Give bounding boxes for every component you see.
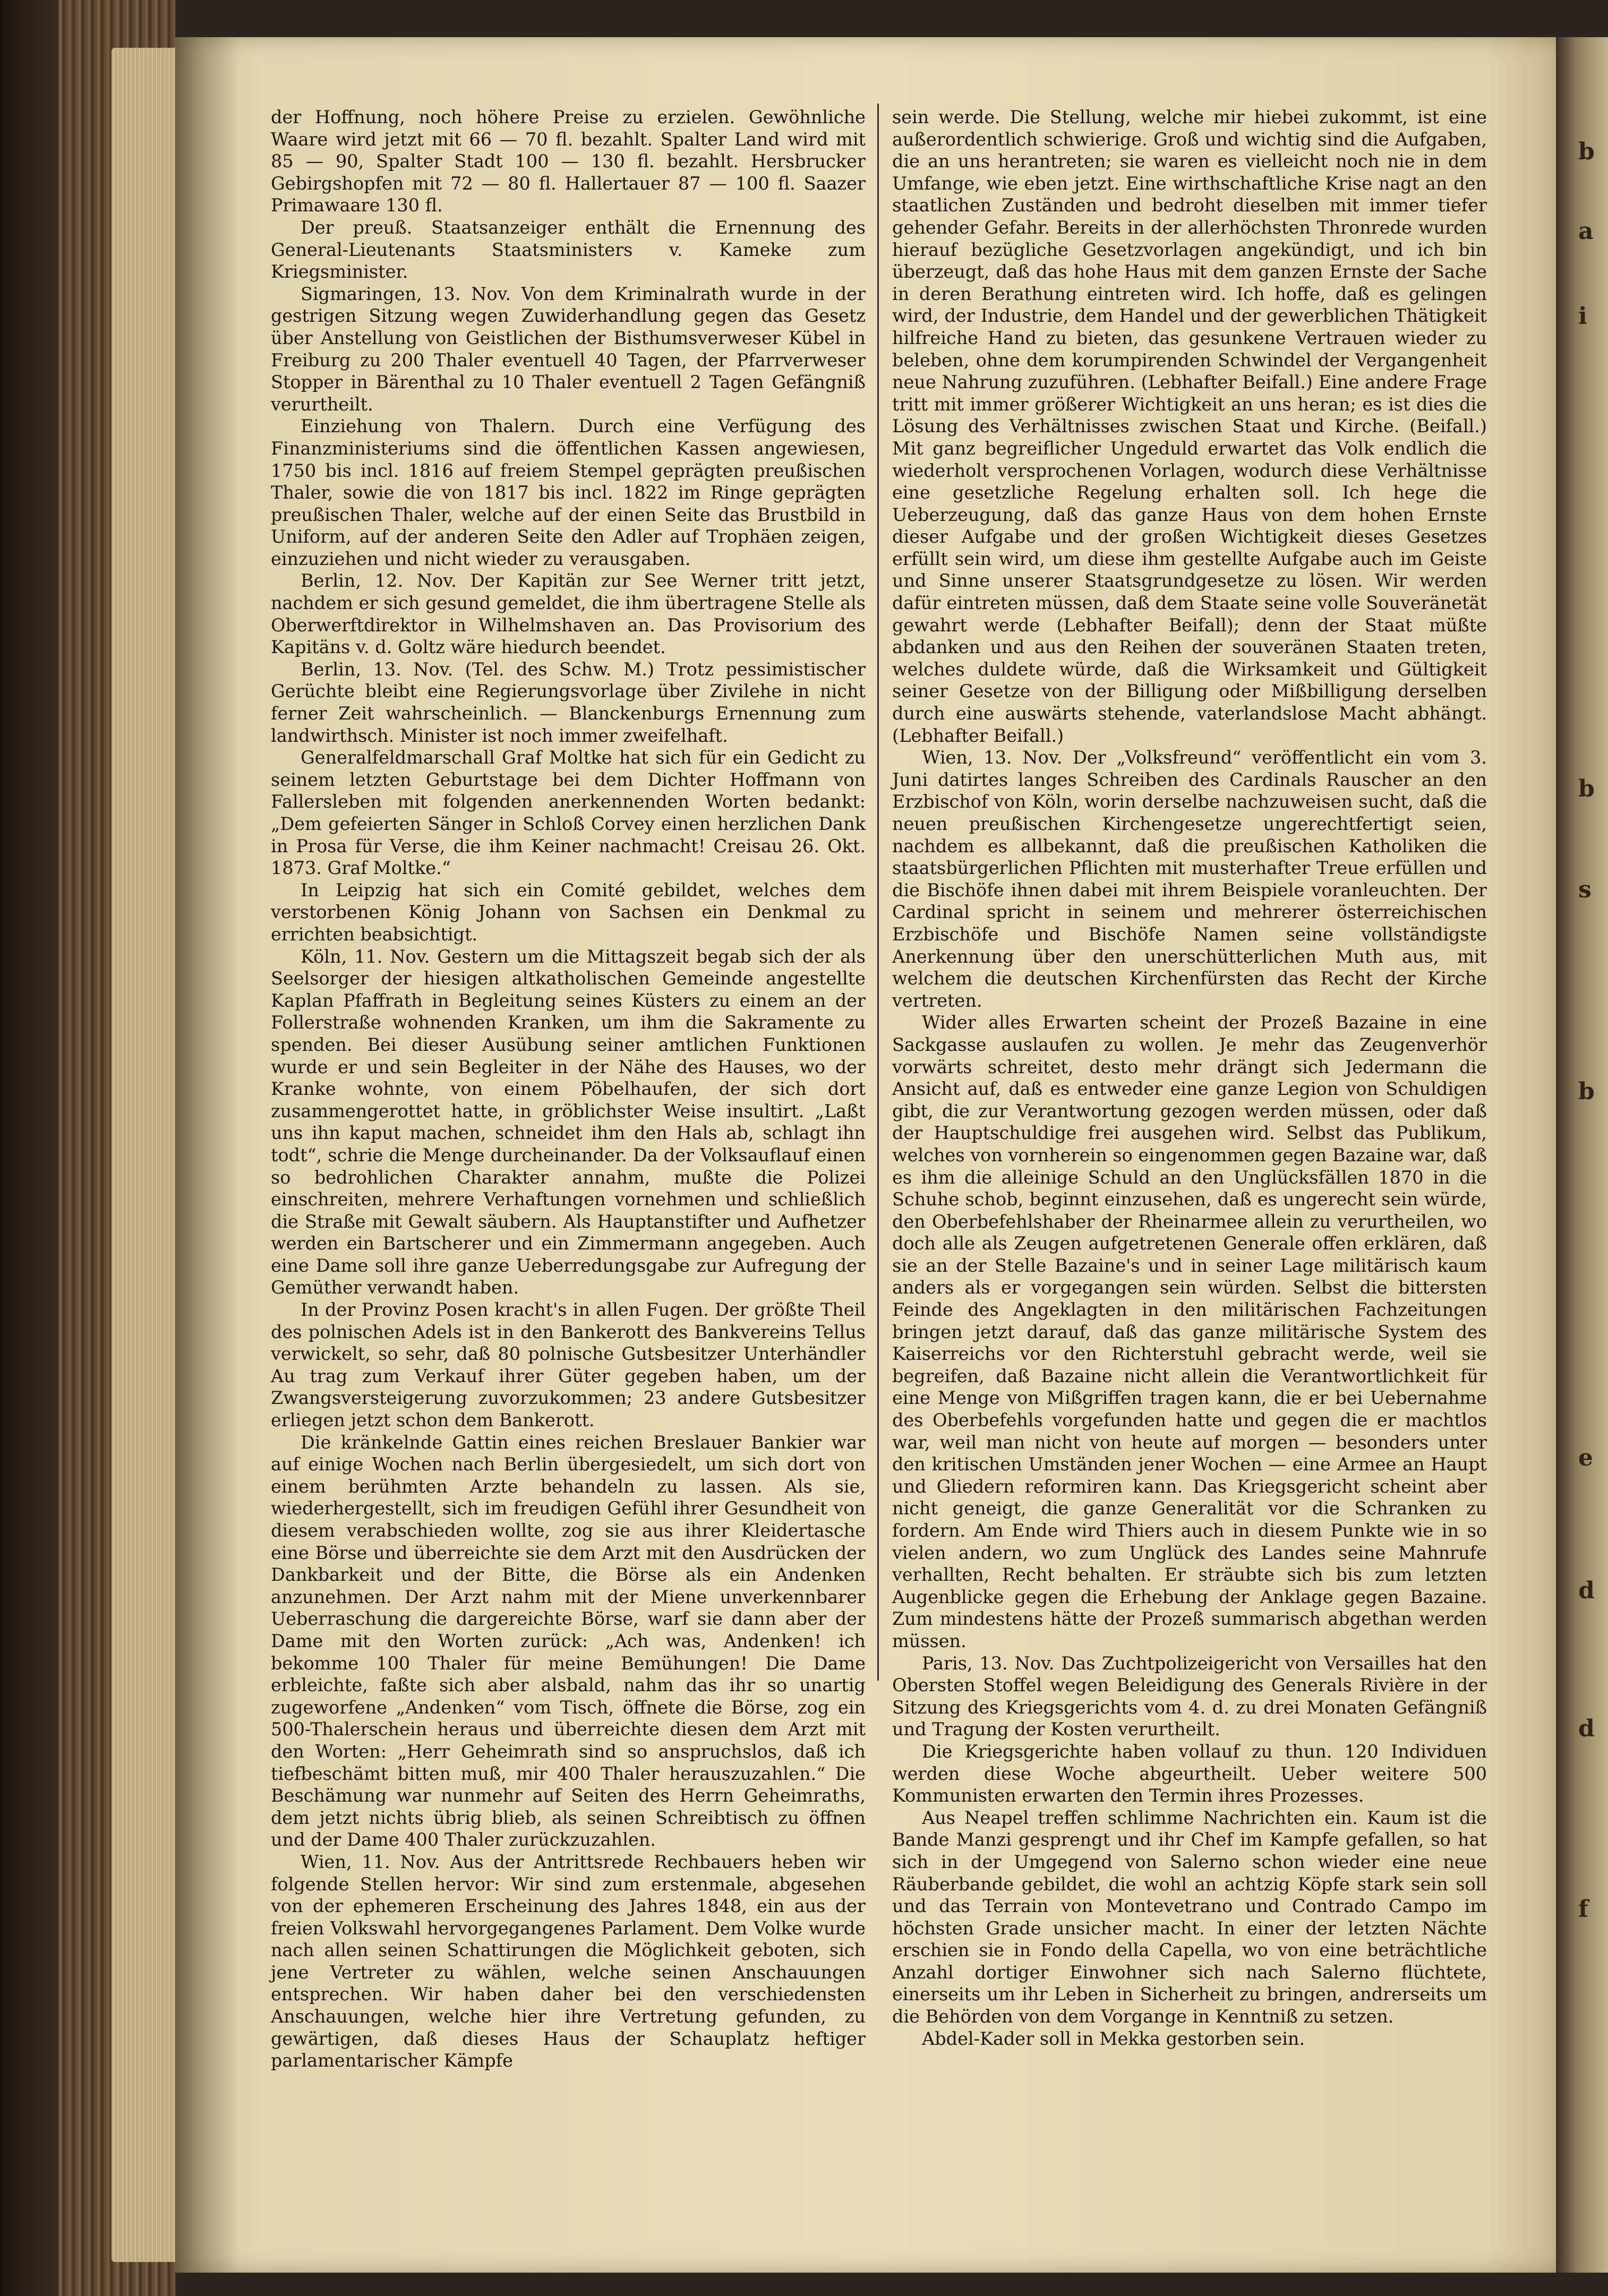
article-paragraph: Wider alles Erwarten scheint der Prozeß Bazaine in eine Sackgasse auslaufen zu wollen. Je mehr das Zeugenverhör vorwärts schreitet, desto mehr drängt sich Jedermann die Ansicht auf, daß es entweder eine ganze Legion von Schuldigen gibt, die zur Verantwortung gezogen werden müssen, oder daß der Hauptschuldige frei ausgehen wird. Selbst das Publikum, welches von vornherein so eingenommen gegen Bazaine war, daß es ihm die alleinige Schuld an den Unglücksfällen 1870 in die Schuhe schob, beginnt einzusehen, daß es ungerecht sein würde, den Oberbefehlshaber der Rheinarmee allein zu verurtheilen, wo doch alle als Zeugen aufgetretenen Generale offen erklären, daß sie an der Stelle Bazaine's und in seiner Lage militärisch kaum anders als er vorgegangen sein würden. Selbst die bittersten Feinde des Angeklagten in den militärischen Fachzeitungen bringen jetzt darauf, daß das ganze militärische System des Kaiserreichs vor den Richterstuhl gebracht werde, weil sie begreifen, daß Bazaine nicht allein die Verantwortlichkeit für eine Menge von Mißgriffen tragen kann, die er bei Uebernahme des Oberbefehls vorgefunden hatte und gegen die er machtlos war, weil man nicht von heute auf morgen — besonders unter den kritischen Umständen jener Wochen — eine Armee an Haupt und Gliedern reformiren kann. Das Kriegsgericht scheint aber nicht geneigt, die ganze Generalität vor die Schranken zu fordern. Am Ende wird Thiers auch in diesem Punkte wie in so vielen andern, wo zum Unglück des Landes seine Mahnrufe verhallten, Recht behalten. Er sträubte sich bis zum letzten Augenblicke gegen die Erhebung der Anklage gegen Bazaine. Zum mindestens hätte der Prozeß summarisch abgethan werden müssen. [892,1012,1487,1651]
article-paragraph: Wien, 11. Nov. Aus der Antrittsrede Rechbauers heben wir folgende Stellen hervor: Wir sind zum erstenmale, abgesehen von der ephemeren Erscheinung des Jahres 1848, ein aus der freien Volkswahl hervorgegangenes Parlament. Dem Volke wurde nach allen seinen Schattirungen die Möglichkeit geboten, sich jene Vertreter zu wählen, welche seinen Anschauungen entsprechen. Wir haben daher bei den verschiedensten Anschauungen, welche hier ihre Vertretung gefunden, zu gewärtigen, daß dieses Haus der Schauplatz heftiger parlamentarischer Kämpfe [271,1851,866,2071]
article-paragraph: der Hoffnung, noch höhere Preise zu erzielen. Gewöhnliche Waare wird jetzt mit 66 — 70 fl. bezahlt. Spalter Land wird mit 85 — 90, Spalter Stadt 100 — 130 fl. bezahlt. Hersbrucker Gebirgshopfen mit 72 — 80 fl. Hallertauer 87 — 100 fl. Saazer Primawaare 130 fl. [271,107,866,216]
next-page-fragment: d [1578,1715,1595,1742]
article-paragraph: Köln, 11. Nov. Gestern um die Mittagszeit begab sich der als Seelsorger der hiesigen altkatholischen Gemeinde angestellte Kaplan Pfaffrath in Begleitung seines Küsters zu einem an der Follerstraße wohnenden Kranken, um ihm die Sakramente zu spenden. Bei dieser Ausübung seiner amtlichen Funktionen wurde er und sein Begleiter in der Nähe des Hauses, wo der Kranke wohnte, von einem Pöbelhaufen, der sich dort zusammengerottet hatte, in gröblichster Weise insultirt. „Laßt uns ihn kaput machen, schneidet ihm den Hals ab, schlagt ihn todt“, schrie die Menge durcheinander. Da der Volksauflauf einen so bedrohlichen Charakter annahm, mußte die Polizei einschreiten, mehrere Verhaftungen vornehmen und schließlich die Straße mit Gewalt säubern. Als Hauptanstifter und Aufhetzer werden ein Bartscherer und ein Zimmermann angegeben. Auch eine Dame soll ihre ganze Ueberredungsgabe zur Aufregung der Gemüther verwandt haben. [271,946,866,1298]
next-page-fragment: d [1578,1577,1595,1604]
next-page-fragment: e [1578,1444,1593,1471]
article-paragraph: Paris, 13. Nov. Das Zuchtpolizeigericht von Versailles hat den Obersten Stoffel wegen Beleidigung des Generals Rivière in der Sitzung des Kriegsgerichts vom 4. d. zu drei Monaten Gefängniß und Tragung der Kosten verurtheilt. [892,1652,1487,1740]
article-paragraph: In der Provinz Posen kracht's in allen Fugen. Der größte Theil des polnischen Adels ist in den Bankerott des Bankvereins Tellus verwickelt, so sehr, daß 80 polnische Gutsbesitzer Unterhändler Au trag zum Verkauf ihrer Güter gegeben haben, um der Zwangsversteigerung zuvorzukommen; 23 andere Gutsbesitzer erliegen jetzt schon dem Bankerott. [271,1299,866,1431]
book-shadow [0,0,58,2296]
article-paragraph: Die Kriegsgerichte haben vollauf zu thun. 120 Individuen werden diese Woche abgeurtheilt. Ueber weitere 500 Kommunisten erwarten den Termin ihres Prozesses. [892,1741,1487,1806]
next-page-fragment: i [1578,303,1587,330]
left-column [271,106,866,2072]
article-paragraph: Einziehung von Thalern. Durch eine Verfügung des Finanzministeriums sind die öffentlichen Kassen angewiesen, 1750 bis incl. 1816 auf freiem Stempel geprägten preußischen Thaler, sowie die von 1817 bis incl. 1822 im Ringe geprägten preußischen Thaler, welche auf der einen Seite das Brustbild in Uniform, auf der anderen Seite den Adler auf Trophäen zeigen, einzuziehen und nicht wieder zu verausgaben. [271,416,866,569]
gutter-shadow [175,37,239,2273]
next-page-fragment: b [1578,1078,1595,1105]
article-paragraph: Wien, 13. Nov. Der „Volksfreund“ veröffentlicht ein vom 3. Juni datirtes langes Schreiben des Cardinals Rauscher an den Erzbischof von Köln, worin derselbe nachzuweisen sucht, daß die neuen preußischen Kirchengesetze ungerechtfertigt seien, nachdem es allbekannt, daß die preußischen Katholiken die staatsbürgerlichen Pflichten mit musterhafter Treue erfüllen und die Bischöfe ihnen dabei mit ihrem Beispiele voranleuchten. Der Cardinal spricht in seinem und mehrerer österreichischen Erzbischöfe und Bischöfe Namen seine vollständigste Anerkennung über den unerschütterlichen Muth aus, mit welchem die deutschen Kirchenfürsten das Recht der Kirche vertreten. [892,747,1487,1011]
article-paragraph: In Leipzig hat sich ein Comité gebildet, welches dem verstorbenen König Johann von Sachsen ein Denkmal zu errichten beabsichtigt. [271,879,866,945]
right-column [892,106,1487,2050]
next-page-fragment: f [1578,1896,1588,1923]
next-page-fragment: b [1578,775,1595,802]
article-paragraph: Aus Neapel treffen schlimme Nachrichten ein. Kaum ist die Bande Manzi gesprengt und ihr Chef im Kampfe gefallen, so hat sich in der Umgegend von Salerno schon wieder eine neue Räuberbande gebildet, die wohl an achtzig Köpfe stark sein soll und das Terrain von Montevetrano und Contrado Campo im höchsten Grade unsicher macht. In einer der letzten Nächte erschien sie in Fondo della Capella, wo von eine beträchtliche Anzahl dortiger Einwohner sich nach Salerno flüchtete, einerseits um ihr Leben in Sicherheit zu bringen, andrerseits um die Behörden von dem Vorgange in Kenntniß zu setzen. [892,1807,1487,2027]
next-page-fragment: b [1578,138,1595,165]
next-page-fragment: s [1578,876,1592,903]
article-paragraph: sein werde. Die Stellung, welche mir hiebei zukommt, ist eine außerordentlich schwierige. Groß und wichtig sind die Aufgaben, die an uns herantreten; sie waren es vielleicht noch nie in dem Umfange, wie eben jetzt. Eine wirthschaftliche Krise nagt an den staatlichen Zuständen und bedroht dieselben mit immer tiefer gehender Gefahr. Bereits in der allerhöchsten Thronrede wurden hierauf bezügliche Gesetzvorlagen angekündigt, und ich bin überzeugt, daß das hohe Haus mit dem ganzen Ernste der Sache in deren Berathung eintreten wird. Ich hoffe, daß es gelingen wird, der Industrie, dem Handel und der gewerblichen Thätigkeit hilfreiche Hand zu bieten, das gesunkene Vertrauen wieder zu beleben, ohne dem korumpirenden Schwindel der Vergangenheit neue Nahrung zuzuführen. (Lebhafter Beifall.) Eine andere Frage tritt mit immer größerer Wichtigkeit an uns heran; es ist dies die Lösung des Verhältnisses zwischen Staat und Kirche. (Beifall.) Mit ganz begreiflicher Ungeduld erwartet das Volk endlich die wiederholt versprochenen Vorlagen, wodurch diese Verhältnisse eine gesetzliche Regelung erhalten soll. Ich hege die Ueberzeugung, daß das ganze Haus von dem hohen Ernste dieser Aufgabe und der großen Wichtigkeit dieses Gesetzes erfüllt sein wird, um diese ihm gestellte Aufgabe auch im Geiste und Sinne unserer Staatsgrundgesetze zu lösen. Wir werden dafür eintreten müssen, daß dem Staate seine volle Souveränetät gewahrt werde (Lebhafter Beifall); denn der Staat müßte abdanken und aus den Reihen der souveränen Staaten treten, welches duldete würde, daß die Wirksamkeit und Gültigkeit seiner Gesetze von der Billigung oder Mißbilligung derselben durch eine auswärts stehende, vaterlandslose Macht abhängt. (Lebhafter Beifall.) [892,107,1487,746]
article-paragraph: Der preuß. Staatsanzeiger enthält die Ernennung des General-Lieutenants Staatsministers v. Kameke zum Kriegsminister. [271,217,866,282]
article-paragraph: Sigmaringen, 13. Nov. Von dem Kriminalrath wurde in der gestrigen Sitzung wegen Zuwiderhandlung gegen das Gesetz über Anstellung von Geistlichen der Bisthumsverweser Kübel in Freiburg zu 200 Thaler eventuell 40 Tagen, der Pfarrverweser Stopper in Bärenthal zu 10 Thaler eventuell 2 Tagen Gefängniß verurtheilt. [271,283,866,415]
column-divider [877,104,879,1681]
article-paragraph: Berlin, 13. Nov. (Tel. des Schw. M.) Trotz pessimistischer Gerüchte bleibt eine Regierungsvorlage über Zivilehe in nicht ferner Zeit wahrscheinlich. — Blanckenburgs Ernennung zum landwirthsch. Minister ist noch immer zweifelhaft. [271,658,866,746]
page-stack-edges [112,48,186,2262]
article-paragraph: Generalfeldmarschall Graf Moltke hat sich für ein Gedicht zu seinem letzten Geburtstage bei dem Dichter Hoffmann von Fallersleben mit folgenden anerkennenden Worten bedankt: „Dem gefeierten Sänger in Schloß Corvey einen herzlichen Dank in Prosa für Verse, die ihm Keiner nachmacht! Creisau 26. Okt. 1873. Graf Moltke.“ [271,747,866,879]
next-page-edge [1556,37,1608,2273]
article-paragraph: Die kränkelnde Gattin eines reichen Breslauer Bankier war auf einige Wochen nach Berlin übergesiedelt, um sich dort von einem berühmten Arzte behandeln zu lassen. Als sie, wiederhergestellt, sich im freudigen Gefühl ihrer Gesundheit von diesem verabschieden wollte, zog sie aus ihrer Kleidertasche eine Börse und überreichte sie dem Arzt mit den Ausdrücken der Dankbarkeit und der Bitte, die Börse als ein Andenken anzunehmen. Der Arzt nahm mit der Miene unverkennbarer Ueberraschung die dargereichte Börse, warf sie dann aber der Dame mit den Worten zurück: „Ach was, Andenken! ich bekomme 100 Thaler für meine Bemühungen! Die Dame erbleichte, faßte sich aber alsbald, nahm das ihr so unartig zugeworfene „Andenken“ vom Tisch, öffnete die Börse, zog ein 500-Thalerschein heraus und überreichte diesen dem Arzt mit den Worten: „Herr Geheimrath sind so anspruchslos, daß ich tiefbeschämt bitten muß, mir 400 Thaler herauszuzahlen.“ Die Beschämung war nunmehr auf Seiten des Herrn Geheimraths, dem jetzt nichts übrig blieb, als seinen Schreibtisch zu öffnen und der Dame 400 Thaler zurückzuzahlen. [271,1432,866,1850]
article-paragraph: Berlin, 12. Nov. Der Kapitän zur See Werner tritt jetzt, nachdem er sich gesund gemeldet, die ihm übertragene Stelle als Oberwerftdirektor in Wilhelmshaven an. Das Provisorium des Kapitäns v. d. Goltz wäre hiedurch beendet. [271,570,866,658]
article-paragraph: Abdel-Kader soll in Mekka gestorben sein. [922,2028,1305,2049]
next-page-fragment: a [1578,218,1594,245]
